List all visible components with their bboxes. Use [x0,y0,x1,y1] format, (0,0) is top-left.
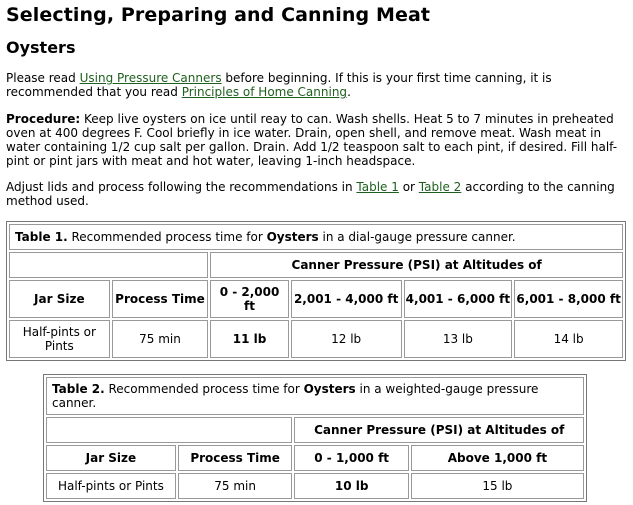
adjust-text-2: or [398,180,419,194]
table-2-link[interactable]: Table 2 [418,180,462,194]
table-2-pressure-1: 10 lb [294,473,408,499]
table-1-pressure-4: 14 lb [514,320,623,358]
section-title: Oysters [6,38,76,57]
table-2-jar-size: Half-pints or Pints [46,473,176,499]
table-2-col-altitude-2: Above 1,000 ft [411,445,584,471]
page-title: Selecting, Preparing and Canning Meat [6,4,431,26]
table-row [46,473,584,499]
table-2-pressure-2: 15 lb [411,473,584,499]
table-1-caption: Table 1. Recommended process time for Oysters in a dial-gauge pressure canner. [9,224,623,250]
table-1-pressure-2: 12 lb [291,320,402,358]
adjust-text-1: Adjust lids and process following the recommendations in [6,180,357,194]
table-2-col-altitude-1: 0 - 1,000 ft [294,445,408,471]
procedure-label: Procedure: [6,112,81,126]
table-1 [6,221,626,361]
table-1-pressure-1: 11 lb [210,320,289,358]
intro-text-2: before beginning. If this is your first time canning, it is recommended that you read [6,71,552,99]
adjust-text-3: according to the canning method used. [6,180,615,208]
table-1-jar-size: Half-pints or Pints [9,320,110,358]
table-2-empty-cell [46,417,292,443]
table-1-col-process-time: Process Time [112,280,209,318]
adjust-paragraph [6,180,624,208]
table-1-col-altitude-2: 2,001 - 4,000 ft [291,280,402,318]
intro-text-3: . [347,85,351,99]
table-1-empty-cell [9,252,208,278]
intro-paragraph [6,71,624,99]
table-1-group-header: Canner Pressure (PSI) at Altitudes of [210,252,623,278]
table-1-col-altitude-4: 6,001 - 8,000 ft [514,280,623,318]
table-2-process-time: 75 min [178,473,293,499]
table-1-link[interactable]: Table 1 [356,180,399,194]
intro-text-1: Please read [6,71,80,85]
table-1-process-time: 75 min [112,320,209,358]
table-1-col-altitude-3: 4,001 - 6,000 ft [404,280,513,318]
procedure-text: Keep live oysters on ice until reay to can. Wash shells. Heat 5 to 7 minutes in preheated oven at 400 degrees F. Cool briefly in ice water. Drain, open shell, and remove meat. Wash meat in water containing 1/2 cup salt per gallon. Drain. Add 1/2 teaspoon salt to each pint, if desired. Fill half-pint or pint jars with meat and hot water, leaving 1-inch headspace. [6,112,618,168]
using-pressure-canners-link[interactable]: Using Pressure Canners [79,71,222,85]
table-2 [43,374,587,502]
table-2-col-process-time: Process Time [178,445,293,471]
table-2-col-jar-size: Jar Size [46,445,176,471]
principles-home-canning-link[interactable]: Principles of Home Canning [181,85,348,99]
table-row [9,320,623,358]
table-2-group-header: Canner Pressure (PSI) at Altitudes of [294,417,584,443]
table-1-pressure-3: 13 lb [404,320,513,358]
table-1-col-altitude-1: 0 - 2,000 ft [210,280,289,318]
table-2-caption: Table 2. Recommended process time for Oysters in a weighted-gauge pressure canner. [46,377,584,415]
procedure-paragraph [6,112,624,168]
table-1-col-jar-size: Jar Size [9,280,110,318]
